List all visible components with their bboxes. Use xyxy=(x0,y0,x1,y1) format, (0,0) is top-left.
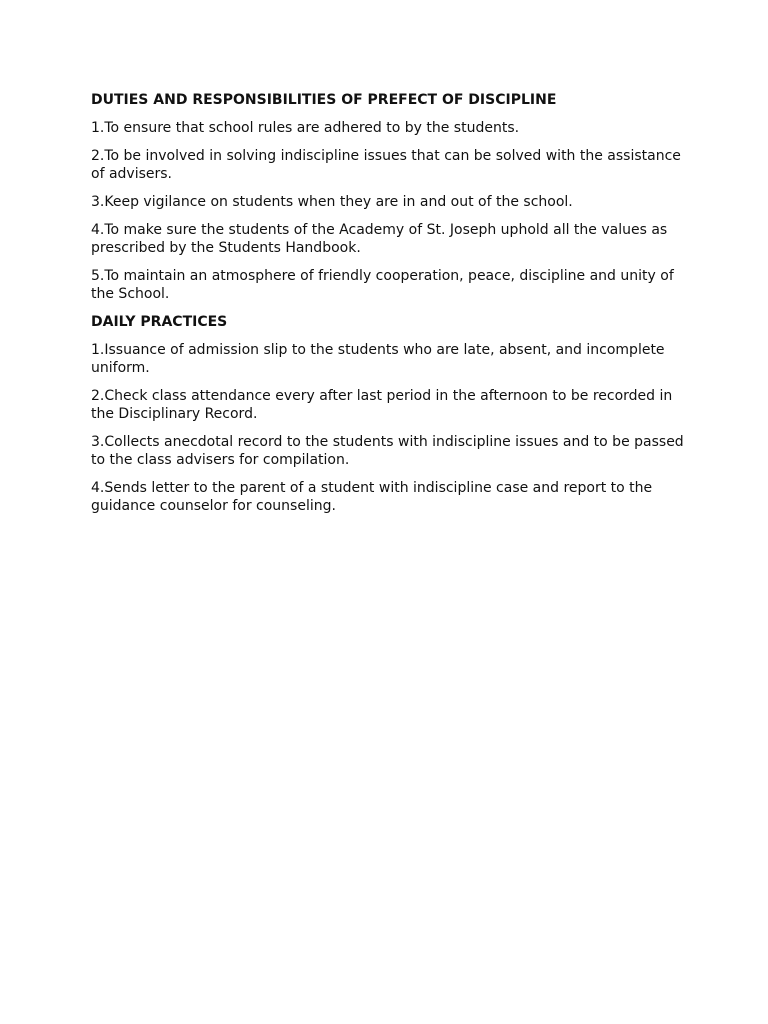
duty-item-5: 5.To maintain an atmosphere of friendly cooperation, peace, discipline and unity of the School. xyxy=(91,268,674,302)
duty-item-2: 2.To be involved in solving indiscipline issues that can be solved with the assistance of advisers. xyxy=(91,148,681,182)
duties-heading: DUTIES AND RESPONSIBILITIES OF PREFECT OF DISCIPLINE xyxy=(91,92,557,108)
duty-item-1: 1.To ensure that school rules are adhered to by the students. xyxy=(91,120,520,136)
duty-item-4: 4.To make sure the students of the Academy of St. Joseph uphold all the values as prescribed by the Students Handbook. xyxy=(91,222,668,256)
document-page xyxy=(91,91,691,525)
practice-item-3: 3.Collects anecdotal record to the students with indiscipline issues and to be passed to the class advisers for compilation. xyxy=(91,434,684,468)
duty-item-3: 3.Keep vigilance on students when they are in and out of the school. xyxy=(91,194,573,210)
practice-item-2: 2.Check class attendance every after last period in the afternoon to be recorded in the Disciplinary Record. xyxy=(91,388,673,422)
practice-item-1: 1.Issuance of admission slip to the students who are late, absent, and incomplete uniform. xyxy=(91,342,665,376)
daily-practices-heading: DAILY PRACTICES xyxy=(91,314,228,330)
practice-item-4: 4.Sends letter to the parent of a student with indiscipline case and report to the guidance counselor for counseling. xyxy=(91,480,653,514)
